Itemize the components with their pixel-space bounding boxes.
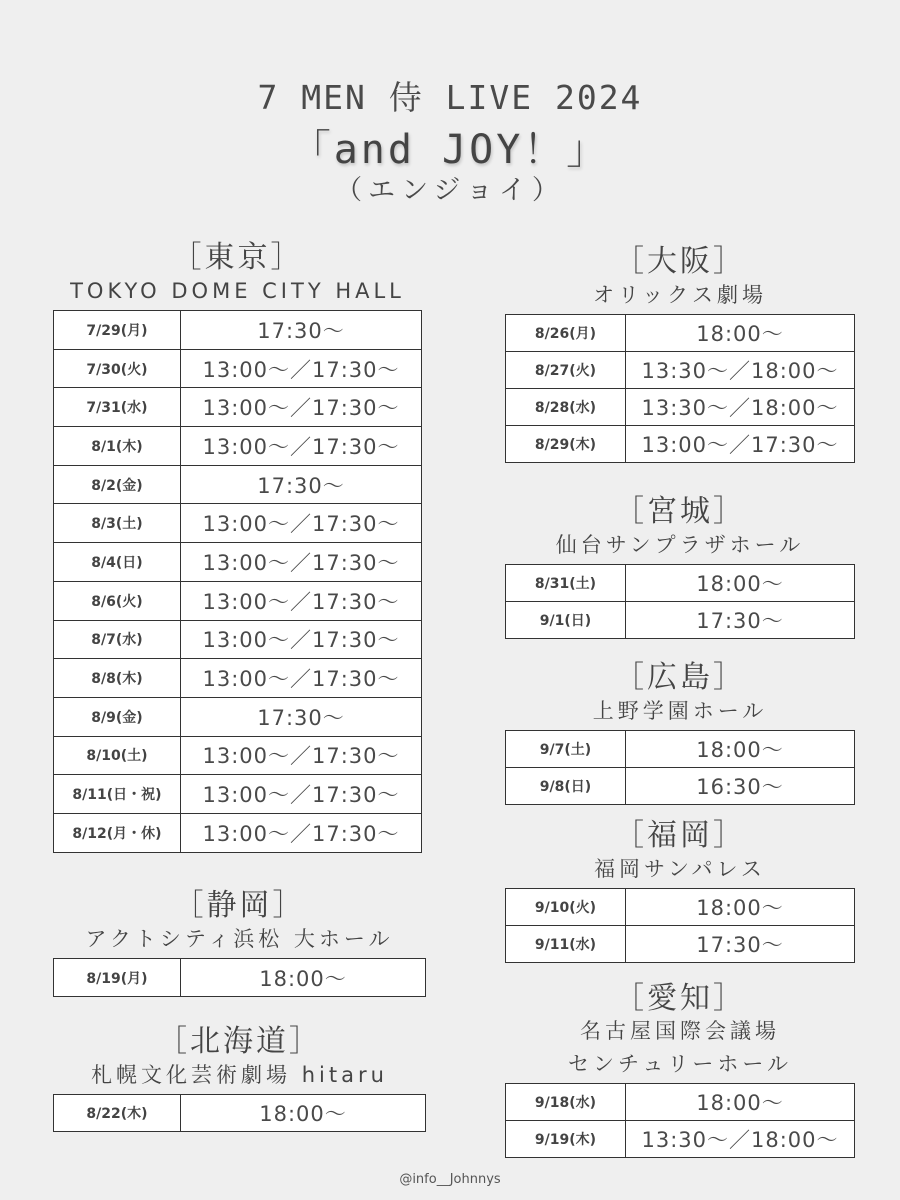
venue-name: 福岡サンパレス [594,857,766,881]
schedule-row [54,427,422,466]
venue-name: TOKYO DOME CITY HALL [70,279,405,303]
schedule-row [54,465,422,504]
time-cell: 18:00〜 [626,731,855,768]
schedule-row [54,697,422,736]
section-aichi [505,981,855,1158]
venue-name: アクトシティ浜松 大ホール [85,927,394,951]
time-cell: 18:00〜 [626,565,855,602]
venue-name: 仙台サンプラザホール [555,533,805,557]
time-cell: 17:30〜 [626,602,855,639]
tour-name: 「and JOY！」 [290,127,610,173]
time-cell: 13:00〜／17:30〜 [181,543,422,582]
time-cell: 13:30〜／18:00〜 [626,389,855,426]
date-cell: 8/29(木) [506,426,626,463]
date-cell: 9/19(木) [506,1121,626,1158]
time-cell: 13:30〜／18:00〜 [626,352,855,389]
region-heading: ［愛知］ [614,981,746,1016]
schedule-row [506,426,855,463]
date-cell: 8/27(火) [506,352,626,389]
date-cell: 8/12(月・休) [54,813,181,852]
schedule-table [505,1083,855,1158]
time-cell: 13:00〜／17:30〜 [181,388,422,427]
time-cell: 13:00〜／17:30〜 [181,813,422,852]
date-cell: 8/26(月) [506,315,626,352]
schedule-row [54,736,422,775]
venue-name: 名古屋国際会議場 [580,1019,780,1043]
event-title: 7 MEN 侍 LIVE 2024 [257,78,643,117]
region-heading: ［広島］ [614,660,746,695]
time-cell: 13:00〜／17:30〜 [181,736,422,775]
time-cell: 13:00〜／17:30〜 [181,349,422,388]
region-heading: ［北海道］ [157,1024,322,1059]
tour-name-reading: （エンジョイ） [335,175,565,206]
date-cell: 9/8(日) [506,768,626,805]
time-cell: 18:00〜 [626,1084,855,1121]
section-osaka [505,244,855,463]
schedule-row [506,602,855,639]
schedule-row [54,349,422,388]
time-cell: 13:00〜／17:30〜 [181,581,422,620]
schedule-row [54,959,426,997]
schedule-row [54,504,422,543]
time-cell: 18:00〜 [626,315,855,352]
region-heading: ［福岡］ [614,818,746,853]
date-cell: 8/11(日・祝) [54,775,181,814]
time-cell: 17:30〜 [626,926,855,963]
region-heading: ［大阪］ [614,244,746,279]
date-cell: 8/4(日) [54,543,181,582]
schedule-table [505,888,855,963]
section-shizuoka [53,888,426,997]
date-cell: 9/1(日) [506,602,626,639]
schedule-row [506,768,855,805]
date-cell: 8/9(金) [54,697,181,736]
section-miyagi [505,494,855,639]
date-cell: 9/18(水) [506,1084,626,1121]
schedule-row [506,389,855,426]
time-cell: 17:30〜 [181,311,422,350]
date-cell: 8/31(土) [506,565,626,602]
date-cell: 8/3(土) [54,504,181,543]
schedule-row [54,813,422,852]
section-hiroshima [505,660,855,805]
time-cell: 18:00〜 [181,959,426,997]
time-cell: 18:00〜 [181,1095,426,1132]
venue-name: オリックス劇場 [593,283,767,307]
date-cell: 7/30(火) [54,349,181,388]
schedule-row [506,926,855,963]
section-hokkaido [53,1024,426,1132]
venue-name: センチュリーホール [568,1052,792,1076]
section-fukuoka [505,818,855,963]
schedule-row [506,565,855,602]
region-heading: ［宮城］ [614,494,746,529]
schedule-table [53,958,426,997]
date-cell: 8/22(木) [54,1095,181,1132]
venue-name: 上野学園ホール [592,699,768,723]
date-cell: 8/28(水) [506,389,626,426]
time-cell: 13:00〜／17:30〜 [181,775,422,814]
date-cell: 9/7(土) [506,731,626,768]
schedule-table [53,310,422,853]
schedule-table [505,314,855,463]
schedule-row [54,775,422,814]
credit-handle: @info__Johnnys [399,1172,501,1187]
schedule-table [505,564,855,639]
section-tokyo [53,240,422,853]
schedule-row [54,659,422,698]
date-cell: 8/2(金) [54,465,181,504]
region-heading: ［静岡］ [173,888,306,923]
time-cell: 13:00〜／17:30〜 [181,504,422,543]
date-cell: 7/29(月) [54,311,181,350]
schedule-row [506,315,855,352]
schedule-row [506,1084,855,1121]
time-cell: 17:30〜 [181,697,422,736]
time-cell: 13:00〜／17:30〜 [626,426,855,463]
date-cell: 9/10(火) [506,889,626,926]
time-cell: 13:00〜／17:30〜 [181,659,422,698]
venue-name: 札幌文化芸術劇場 hitaru [91,1063,388,1087]
schedule-row [54,311,422,350]
region-heading: ［東京］ [171,240,304,275]
date-cell: 8/6(火) [54,581,181,620]
time-cell: 13:00〜／17:30〜 [181,620,422,659]
schedule-row [54,543,422,582]
time-cell: 13:30〜／18:00〜 [626,1121,855,1158]
schedule-row [506,1121,855,1158]
date-cell: 8/19(月) [54,959,181,997]
schedule-row [54,1095,426,1132]
schedule-row [54,620,422,659]
time-cell: 17:30〜 [181,465,422,504]
date-cell: 9/11(水) [506,926,626,963]
schedule-table [505,730,855,805]
date-cell: 8/10(土) [54,736,181,775]
time-cell: 16:30〜 [626,768,855,805]
date-cell: 8/1(木) [54,427,181,466]
schedule-row [54,581,422,620]
date-cell: 8/8(木) [54,659,181,698]
date-cell: 7/31(水) [54,388,181,427]
schedule-row [506,889,855,926]
schedule-table [53,1094,426,1132]
time-cell: 13:00〜／17:30〜 [181,427,422,466]
schedule-row [506,352,855,389]
schedule-row [54,388,422,427]
date-cell: 8/7(水) [54,620,181,659]
schedule-row [506,731,855,768]
time-cell: 18:00〜 [626,889,855,926]
